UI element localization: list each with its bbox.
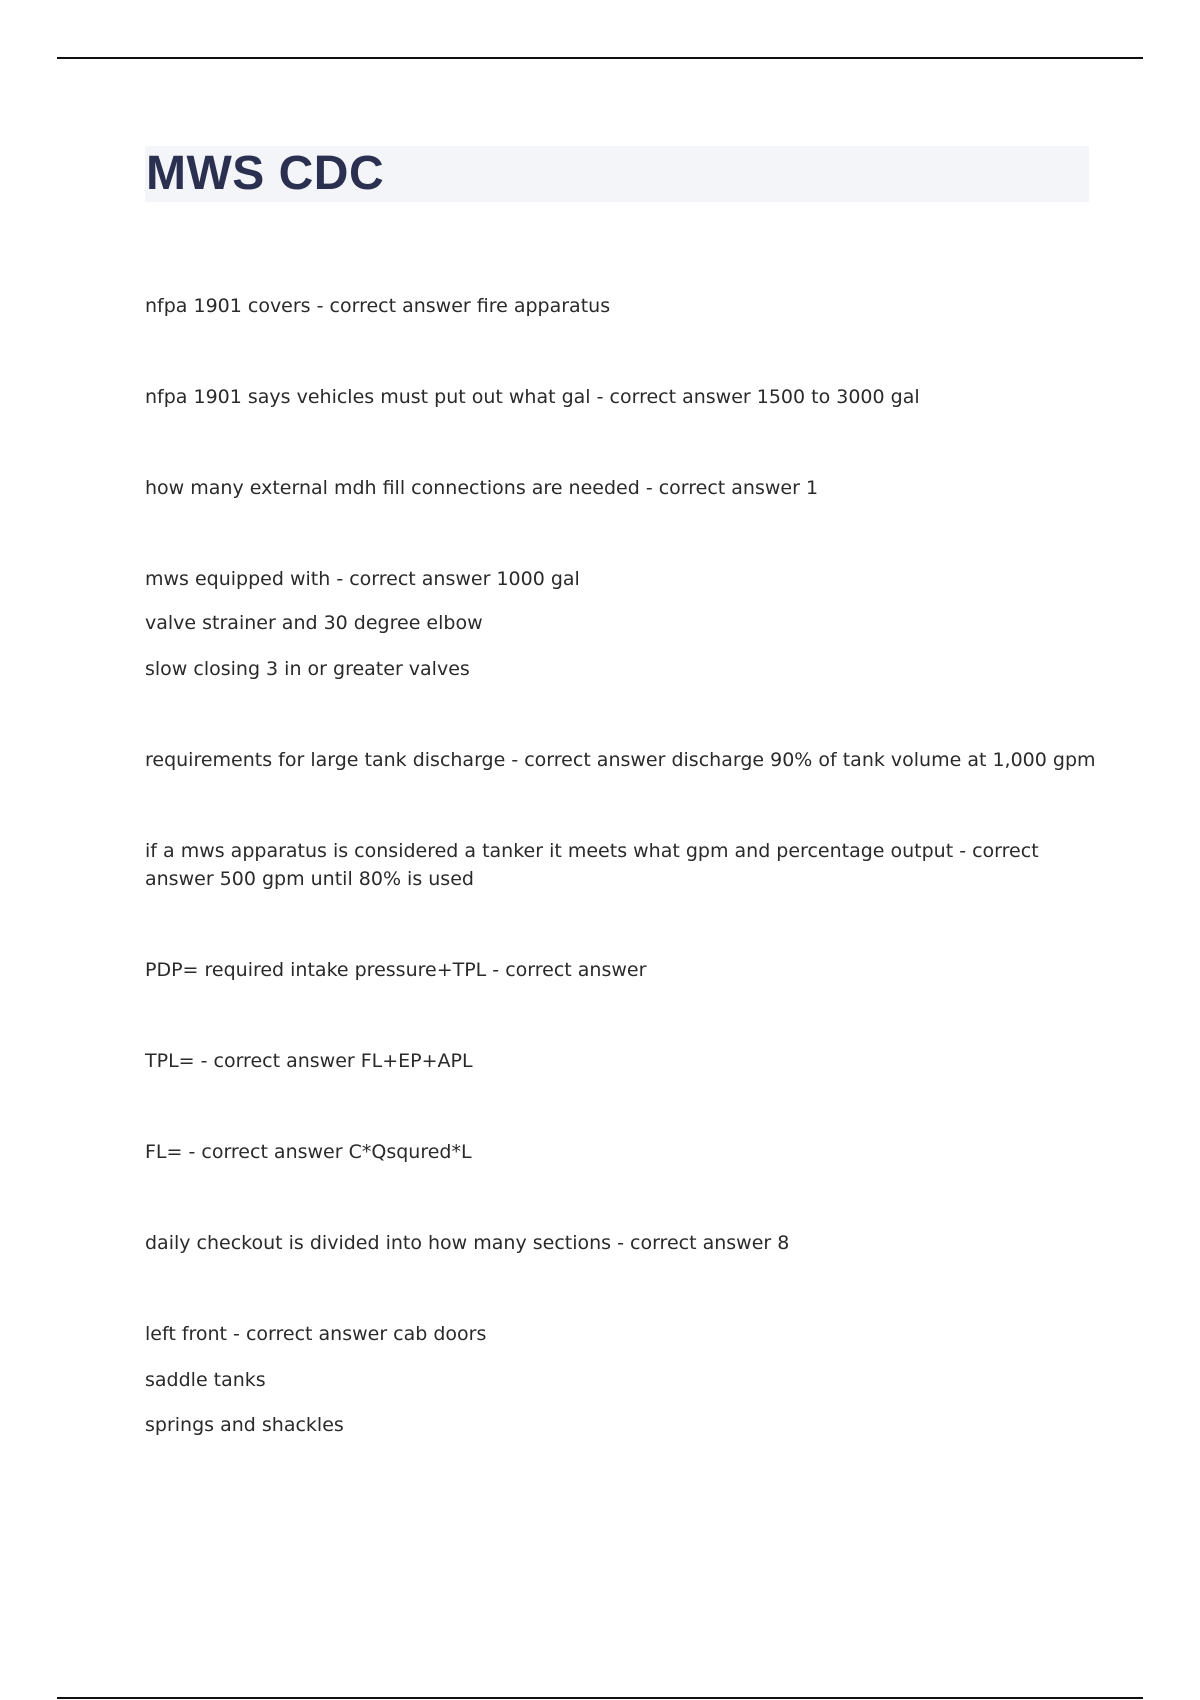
flashcard-line: nfpa 1901 says vehicles must put out what gal - correct answer 1500 to 3000 gal bbox=[145, 386, 920, 408]
flashcard-line: mws equipped with - correct answer 1000 gal bbox=[145, 568, 580, 590]
flashcard-line: TPL= - correct answer FL+EP+APL bbox=[145, 1050, 473, 1072]
document-title: MWS CDC bbox=[146, 147, 385, 200]
flashcard-line: left front - correct answer cab doors bbox=[145, 1323, 487, 1345]
flashcard-line: PDP= required intake pressure+TPL - correct answer bbox=[145, 959, 647, 981]
flashcard-line: slow closing 3 in or greater valves bbox=[145, 658, 470, 680]
flashcard-line: how many external mdh fill connections are needed - correct answer 1 bbox=[145, 477, 819, 499]
header-rule bbox=[57, 57, 1143, 59]
footer-rule bbox=[57, 1697, 1143, 1699]
flashcard-line: saddle tanks bbox=[145, 1369, 266, 1391]
flashcard-line: nfpa 1901 covers - correct answer fire apparatus bbox=[145, 295, 611, 317]
flashcard-line: daily checkout is divided into how many sections - correct answer 8 bbox=[145, 1232, 790, 1254]
flashcard-line: springs and shackles bbox=[145, 1414, 344, 1436]
flashcard-line: if a mws apparatus is considered a tanker it meets what gpm and percentage output - correct answer 500 gpm until 80% is used bbox=[145, 840, 1039, 890]
flashcard-line: requirements for large tank discharge - correct answer discharge 90% of tank volume at 1,000 gpm bbox=[145, 749, 1096, 771]
flashcard-line: valve strainer and 30 degree elbow bbox=[145, 612, 483, 634]
flashcard-line: FL= - correct answer C*Qsqured*L bbox=[145, 1141, 472, 1163]
